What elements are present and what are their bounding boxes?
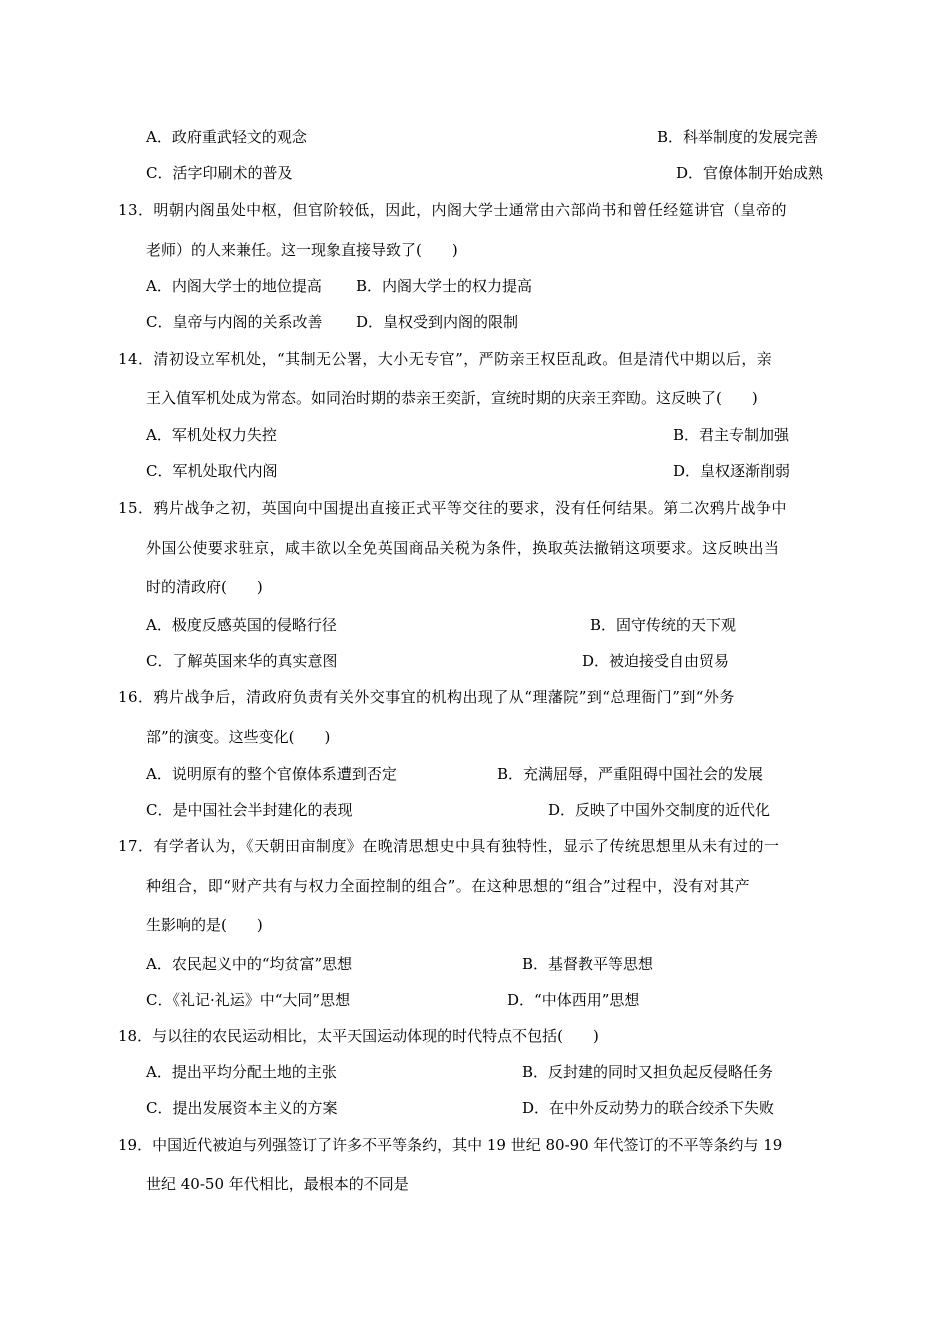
q16-stem-line1: 16．鸦片战争后，清政府负责有关外交事宜的机构出现了从“理藩院”到“总理衙门”到“外务 (118, 688, 735, 706)
q13-option-b: B．内阁大学士的权力提高 (356, 277, 533, 295)
q13-option-d: D．皇权受到内阁的限制 (356, 313, 519, 331)
q17-option-d: D．“中体西用”思想 (507, 991, 640, 1009)
q15-option-d: D．被迫接受自由贸易 (582, 652, 730, 670)
q15-option-c: C．了解英国来华的真实意图 (146, 652, 338, 670)
q13-stem-line2: 老师）的人来兼任。这一现象直接导致了( ) (146, 241, 458, 259)
q19-stem-line2: 世纪 40-50 年代相比，最根本的不同是 (146, 1175, 409, 1193)
q15-stem-line3: 时的清政府( ) (146, 578, 263, 596)
q14-option-d: D．皇权逐渐削弱 (673, 462, 791, 480)
q12-option-b: B．科举制度的发展完善 (657, 128, 819, 146)
q16-stem-line2: 部”的演变。这些变化( ) (146, 728, 331, 746)
q16-option-c: C．是中国社会半封建化的表现 (146, 801, 353, 819)
q14-option-c: C．军机处取代内阁 (146, 462, 278, 480)
q12-option-c: C．活字印刷术的普及 (146, 164, 293, 182)
q17-option-a: A．农民起义中的“均贫富”思想 (146, 955, 353, 973)
q16-option-d: D．反映了中国外交制度的近代化 (548, 801, 771, 819)
q17-stem-line2: 种组合，即“财产共有与权力全面控制的组合”。在这种思想的“组合”过程中，没有对其产 (146, 877, 751, 895)
q14-stem-line2: 王入值军机处成为常态。如同治时期的恭亲王奕訢，宣统时期的庆亲王弈劻。这反映了( ) (146, 389, 758, 407)
q19-stem-line1: 19．中国近代被迫与列强签订了许多不平等条约，其中 19 世纪 80-90 年代签订的不平等条约与 19 (118, 1136, 783, 1154)
q15-stem-line2: 外国公使要求驻京，咸丰欲以全免英国商品关税为条件，换取英法撤销这项要求。这反映出当 (146, 539, 780, 557)
q12-option-a: A．政府重武轻文的观念 (146, 128, 307, 146)
q13-option-a: A．内阁大学士的地位提高 (146, 277, 322, 295)
q15-option-b: B．固守传统的天下观 (590, 616, 737, 634)
q17-option-b: B．基督教平等思想 (522, 955, 654, 973)
q14-option-b: B．君主专制加强 (673, 426, 790, 444)
q18-option-c: C．提出发展资本主义的方案 (146, 1099, 338, 1117)
q14-stem-line1: 14．清初设立军机处，“其制无公署，大小无专官”，严防亲王权臣乱政。但是清代中期以后，亲 (118, 350, 773, 368)
q14-option-a: A．军机处权力失控 (146, 426, 277, 444)
q13-option-c: C．皇帝与内阁的关系改善 (146, 313, 323, 331)
q15-stem-line1: 15．鸦片战争之初，英国向中国提出直接正式平等交往的要求，没有任何结果。第二次鸦片战争中 (118, 499, 787, 517)
q18-stem-line1: 18．与以往的农民运动相比，太平天国运动体现的时代特点不包括( ) (118, 1027, 599, 1045)
q16-option-b: B．充满屈辱，严重阻碍中国社会的发展 (497, 765, 764, 783)
q15-option-a: A．极度反感英国的侵略行径 (146, 616, 337, 634)
q17-stem-line1: 17．有学者认为，《天朝田亩制度》在晚清思想史中具有独特性，显示了传统思想里从未有过的一 (118, 837, 780, 855)
q18-option-d: D．在中外反动势力的联合绞杀下失败 (522, 1099, 775, 1117)
q12-option-d: D．官僚体制开始成熟 (676, 164, 824, 182)
q16-option-a: A．说明原有的整个官僚体系遭到否定 (146, 765, 397, 783)
q13-stem-line1: 13．明朝内阁虽处中枢，但官阶较低，因此，内阁大学士通常由六部尚书和曾任经筵讲官（皇帝的 (118, 201, 787, 219)
q17-stem-line3: 生影响的是( ) (146, 916, 263, 934)
q18-option-a: A．提出平均分配土地的主张 (146, 1063, 337, 1081)
q18-option-b: B．反封建的同时又担负起反侵略任务 (522, 1063, 774, 1081)
q17-option-c: C．《礼记·礼运》中“大同”思想 (146, 991, 351, 1009)
